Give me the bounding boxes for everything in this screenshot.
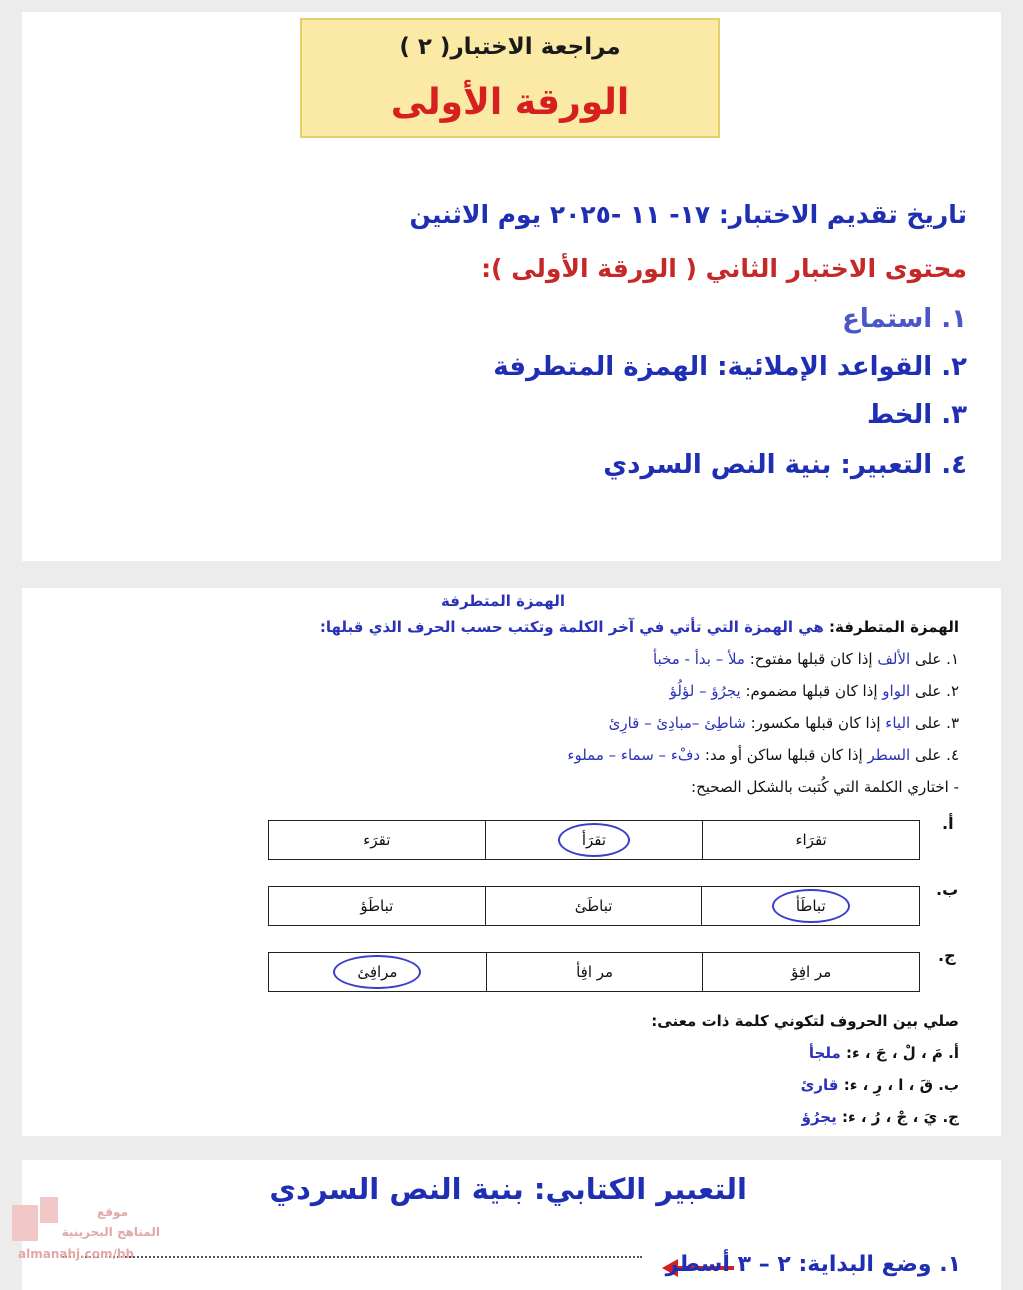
rule-prefix: ٢. على <box>914 682 959 700</box>
choice-option: مر افِأ <box>576 963 614 981</box>
choice-label-a: أ. <box>942 814 954 833</box>
title-line-1: مراجعة الاختبار( ٢ ) <box>399 34 621 60</box>
rule-examples: ملأ – بدأ - مخبأ <box>652 650 745 668</box>
rule-4 <box>567 746 959 764</box>
choice-option: تباطَئ <box>574 897 613 915</box>
connect-answer: ملجأ <box>808 1044 841 1062</box>
rule-prefix: ٤. على <box>914 746 959 764</box>
choice-cell[interactable] <box>269 953 487 992</box>
choice-cell[interactable] <box>269 887 486 926</box>
rule-key: السطر <box>867 746 911 764</box>
rule-examples: يجرُؤ – لؤلُؤ <box>669 682 741 700</box>
rule-key: الواو <box>882 682 911 700</box>
content-item-2: ٢. القواعد الإملائية: الهمزة المتطرفة <box>493 352 967 382</box>
choice-cell[interactable] <box>703 953 920 992</box>
choice-table-a <box>268 820 920 860</box>
content-item-3: ٣. الخط <box>866 400 967 430</box>
rule-prefix: ٣. على <box>914 714 959 732</box>
connect-instruction: صلي بين الحروف لتكوني كلمة ذات معنى: <box>651 1012 959 1030</box>
rule-examples: دفْء – سماء – مملوء <box>567 746 701 764</box>
connect-answer: يجرُؤ <box>801 1108 837 1126</box>
choice-option: تقرَء <box>363 831 391 849</box>
review-page-3 <box>22 1160 1001 1290</box>
choice-option: تباطَؤ <box>360 897 394 915</box>
circled-answer <box>333 955 421 989</box>
writing-step-1: ١. وضع البداية: ٢ – ٣ أسطر <box>665 1252 961 1277</box>
watermark-logo <box>10 1195 160 1275</box>
content-item-4: ٤. التعبير: بنية النص السردي <box>603 450 967 480</box>
content-heading: محتوى الاختبار الثاني ( الورقة الأولى ): <box>481 254 967 283</box>
choice-option: تباطَأ <box>795 897 826 915</box>
choice-cell[interactable] <box>486 953 703 992</box>
definition-line <box>320 618 959 636</box>
rule-condition: إذا كان قبلها مفتوح: <box>749 650 873 668</box>
connect-letters: ب. قَ ، ا ، رِ ، ء: <box>843 1076 959 1094</box>
choice-option: تقرَأ <box>581 831 607 849</box>
circled-answer <box>772 889 850 923</box>
content-item-1: ١. استماع <box>842 304 967 334</box>
choice-table-c <box>268 952 920 992</box>
circled-answer <box>558 823 630 857</box>
watermark-line1: موقع <box>96 1205 128 1219</box>
choice-option: مر افِؤ <box>791 963 832 981</box>
title-box <box>300 18 720 138</box>
rule-1 <box>653 650 959 668</box>
choice-cell[interactable] <box>702 887 920 926</box>
rule-prefix: ١. على <box>914 650 959 668</box>
connect-answer: قارئ <box>800 1076 839 1094</box>
connect-item-c <box>802 1108 959 1126</box>
connect-letters: أ. مَ ، لْ ، جَ ، ء: <box>846 1044 959 1062</box>
rule-2 <box>670 682 959 700</box>
rule-key: الألف <box>877 650 911 668</box>
rule-condition: إذا كان قبلها مكسور: <box>750 714 881 732</box>
choice-label-b: ب. <box>936 880 959 899</box>
review-page-2 <box>22 588 1001 1136</box>
watermark-line2: المناهج البحرينية <box>61 1225 160 1239</box>
rule-3 <box>609 714 959 732</box>
title-line-2: الورقة الأولى <box>390 82 630 123</box>
section-title: الهمزة المتطرفة <box>441 592 565 610</box>
rule-examples: شاطِئ –مبادِئ – قارِئ <box>608 714 746 732</box>
rule-condition: إذا كان قبلها ساكن أو مد: <box>704 746 863 764</box>
connect-letters: ج. يَ ، جْ ، رُ ، ء: <box>841 1108 959 1126</box>
rule-key: الياء <box>885 714 911 732</box>
exercise-instruction: - اختاري الكلمة التي كُتبت بالشكل الصحيح: <box>691 778 959 796</box>
definition-text: هي الهمزة التي تأتي في آخر الكلمة وتكتب حسب الحرف الذي قبلها: <box>319 618 824 636</box>
choice-option: مرافِئ <box>357 963 398 981</box>
choice-cell[interactable] <box>485 821 702 860</box>
connect-item-a <box>809 1044 959 1062</box>
choice-label-c: ج. <box>938 946 956 965</box>
watermark-url: almanahj.com/bh <box>18 1247 135 1261</box>
date-line: تاريخ تقديم الاختبار: ١٧- ١١ -٢٠٢٥ يوم الاثنين <box>409 200 967 229</box>
review-page-1 <box>22 12 1001 561</box>
choice-cell[interactable] <box>269 821 486 860</box>
choice-cell[interactable] <box>485 887 702 926</box>
connect-item-b <box>801 1076 959 1094</box>
choice-cell[interactable] <box>703 821 920 860</box>
writing-title: التعبير الكتابي: بنية النص السردي <box>269 1172 747 1206</box>
rule-condition: إذا كان قبلها مضموم: <box>745 682 878 700</box>
choice-option: تقرَاء <box>795 831 827 849</box>
choice-table-b <box>268 886 920 926</box>
definition-label: الهمزة المتطرفة: <box>829 618 959 636</box>
